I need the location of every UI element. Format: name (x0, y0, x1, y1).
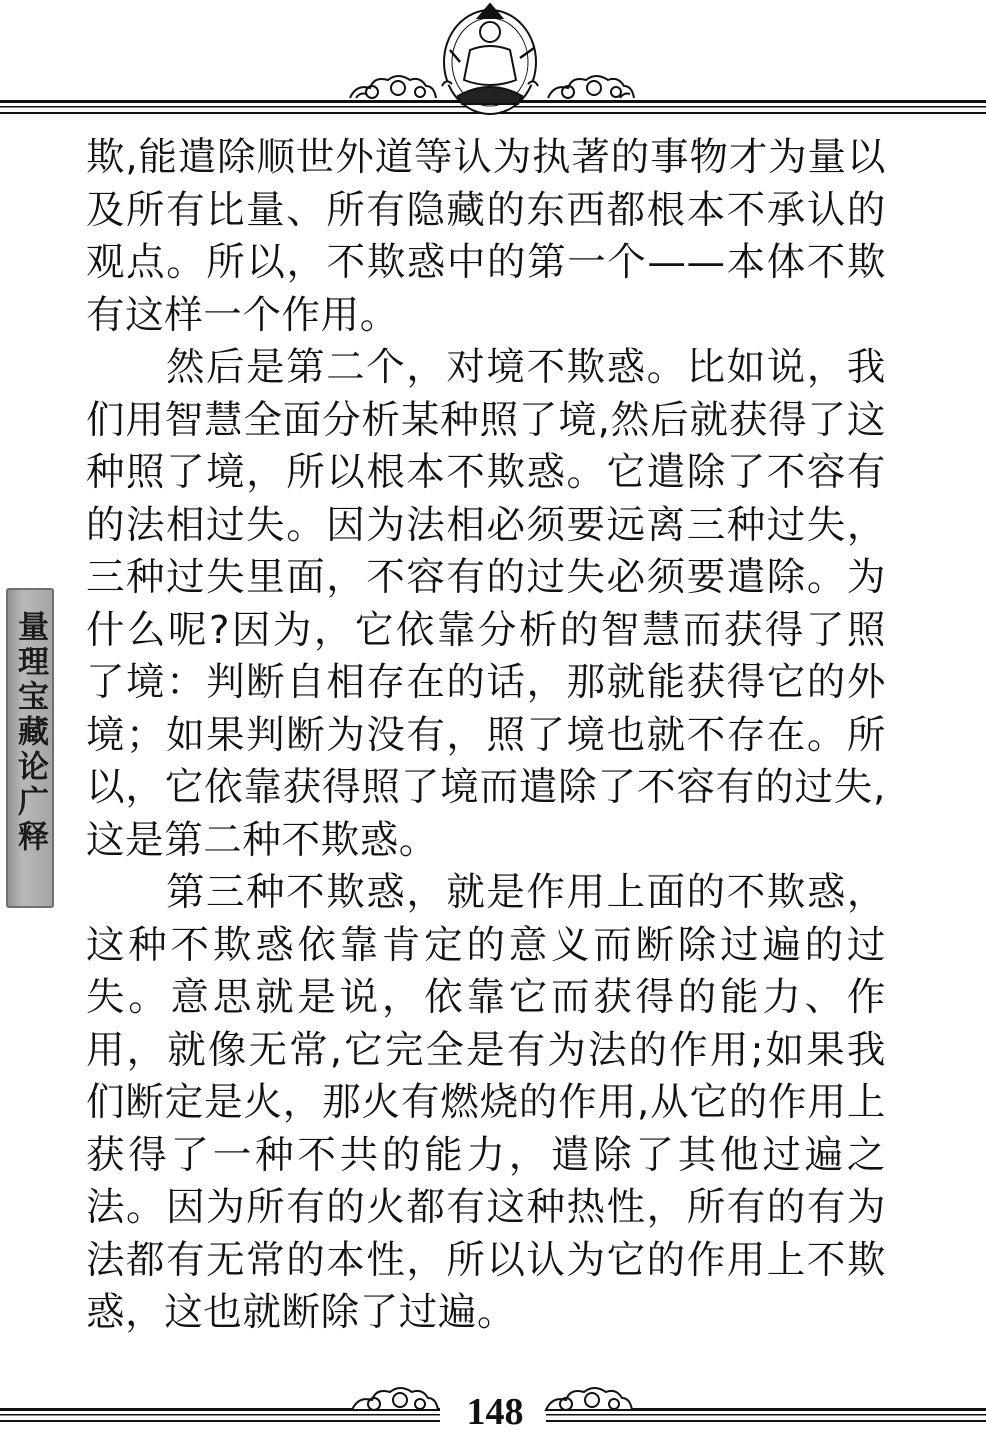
left-cloud-icon (350, 76, 436, 98)
right-cloud-icon (548, 76, 634, 98)
page-body (86, 132, 886, 1340)
side-tab (6, 588, 54, 908)
footer-left-cloud-icon (352, 1388, 438, 1410)
deity-figure-icon (442, 4, 538, 114)
book-title-vertical: 量理宝藏论广释 (12, 610, 48, 855)
paragraph-3: 第三种不欺惑，就是作用上面的不欺惑，这种不欺惑依靠肯定的意义而断除过遍的过失。意思就是说，依靠它而获得的能力、作用，就像无常,它完全是有为法的作用;如果我们断定是火，那火有燃烧的作用,从它的作用上获得了一种不共的能力，遣除了其他过遍之法。因为所有的火都有这种热性，所有的有为法都有无常的本性，所以认为它的作用上不欺惑，这也就断除了过遍。 (86, 870, 886, 1335)
page-header (0, 0, 986, 130)
page-number: 148 (466, 1391, 524, 1433)
paragraph-2: 然后是第二个，对境不欺惑。比如说，我们用智慧全面分析某种照了境,然后就获得了这种照了境，所以根本不欺惑。它遣除了不容有的法相过失。因为法相必须要远离三种过失，三种过失里面，不容有的过失必须要遣除。为什么呢?因为，它依靠分析的智慧而获得了照了境：判断自相存在的话，那就能获得它的外境；如果判断为没有，照了境也就不存在。所以，它依靠获得照了境而遣除了不容有的过失,这是第二种不欺惑。 (86, 345, 886, 863)
paragraph-1: 欺,能遣除顺世外道等认为执著的事物才为量以及所有比量、所有隐藏的东西都根本不承认的观点。所以，不欺惑中的第一个——本体不欺有这样一个作用。 (86, 135, 886, 338)
header-ornament (0, 0, 986, 130)
